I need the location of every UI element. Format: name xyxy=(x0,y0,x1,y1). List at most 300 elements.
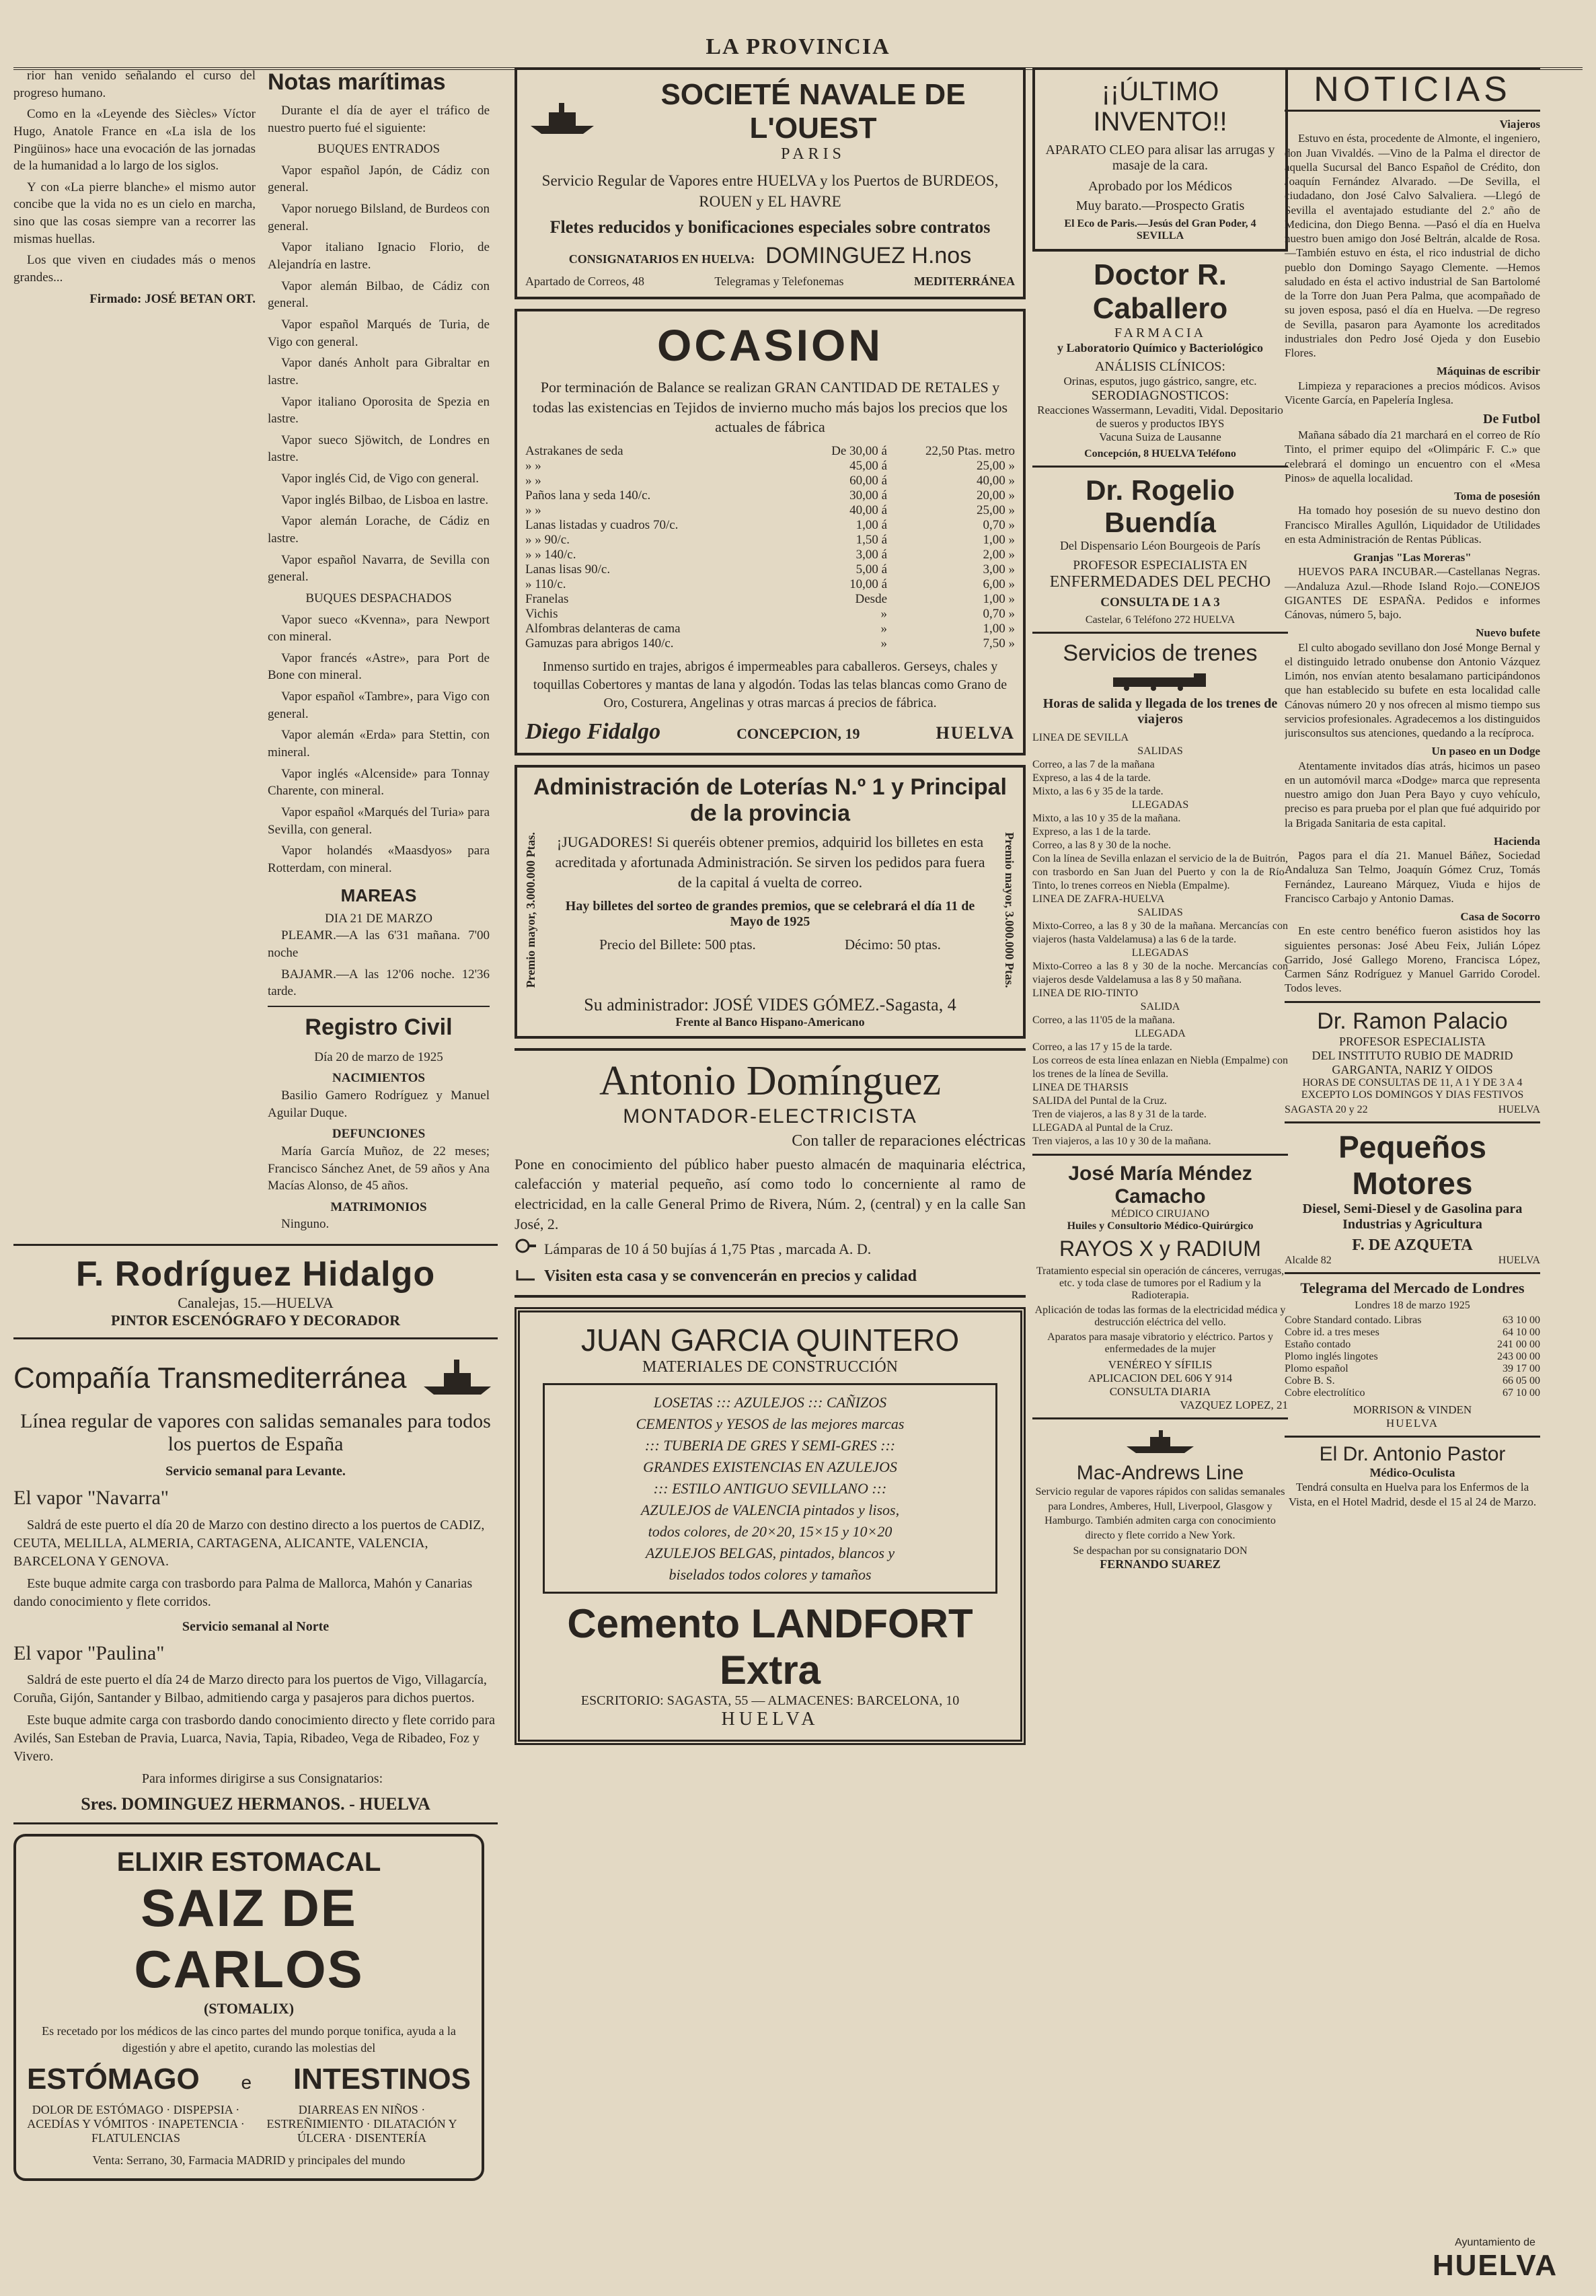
ocasion-outro: Inmenso surtido en trajes, abrigos é impermeables para caballeros. Gerseys, chales y toquillas Cobertores y mantas de lana y algodón. Todas las telas blancas como Grano de Oro, Costurera, Angelinas y otras marcas á precios de fábrica. xyxy=(533,659,1008,711)
mercado-row xyxy=(1285,1339,1540,1351)
ship-icon xyxy=(1120,1450,1201,1461)
mendez-text: Tratamiento especial sin operación de cánceres, verrugas, etc. y toda clase de tumores por el Radium y la Radioterapia. xyxy=(1036,1265,1285,1301)
pleamar: PLEAMR.—A las 6'31 mañana. 7'00 noche xyxy=(268,928,490,960)
column-4 xyxy=(1285,67,1540,2283)
registro-title: Registro Civil xyxy=(305,1014,453,1040)
watermark-line1: Ayuntamiento de xyxy=(1455,2237,1535,2248)
ocasion-item: » » xyxy=(525,503,541,518)
buendia-addr: Castelar, 6 Teléfono 272 HUELVA xyxy=(1085,614,1236,626)
trenes-line: Correo, a las 11'05 de la mañana. xyxy=(1032,1014,1175,1026)
mercado-value: 66 05 00 xyxy=(1503,1374,1540,1386)
caballero-vacuna: Vacuna Suiza de Lausanne xyxy=(1099,431,1221,443)
maritimas-entrada: Vapor español Marqués de Turia, de Vigo con general. xyxy=(268,317,490,349)
mercado-morrison: MORRISON & VINDEN xyxy=(1353,1403,1472,1416)
antonio-trade: MONTADOR-ELECTRICISTA xyxy=(623,1105,917,1127)
trenes-line: Tren de viajeros, a las 8 y 31 de la tarde. xyxy=(1032,1109,1207,1120)
quintero-line: ::: ESTILO ANTIGUO SEVILLANO ::: xyxy=(653,1479,887,1497)
ocasion-row xyxy=(525,592,1015,607)
mercado-block xyxy=(1285,1274,1540,1438)
buendia-name: Dr. Rogelio Buendía xyxy=(1086,474,1235,538)
mercado-key: Plomo inglés lingotes xyxy=(1285,1350,1378,1362)
socorro: En este centro benéfico fueron asistidos hoy las siguientes personas: José Abeu Feix, Julián López Garrido, José Gallego Moreno, Francisca López, Carmen Sánz Rodríguez y Manuel Garrido Corodel. Todos leves. xyxy=(1285,924,1540,995)
paseo-title: Un paseo en un Dodge xyxy=(1431,745,1540,758)
mendez-text2: Aplicación de todas las formas de la electricidad médica y destrucción eléctrica del vello. xyxy=(1034,1304,1286,1328)
loterias-text2: Hay billetes del sorteo de grandes premios, que se celebrará el día 11 de Mayo de 1925 xyxy=(565,899,975,930)
maritimas-entradas-title: BUQUES ENTRADOS xyxy=(317,142,441,157)
column-1 xyxy=(13,67,498,2283)
registro-def-title: DEFUNCIONES xyxy=(332,1127,426,1142)
trenes-line: Mixto-Correo, a las 8 y 30 de la mañana. Mercancías con viajeros (hasta Valdelamusa) a las 6 de la tarde. xyxy=(1032,920,1288,945)
trenes-title: Servicios de trenes xyxy=(1063,640,1258,666)
article-left-line-3: Los que viven en ciudades más o menos grandes... xyxy=(13,253,256,285)
mendez-title: MÉDICO CIRUJANO xyxy=(1110,1208,1210,1220)
ocasion-item: Vichis xyxy=(525,607,558,622)
trenes-text xyxy=(1032,731,1288,1148)
caballero-name: Doctor R. Caballero xyxy=(1092,258,1228,325)
palacio-prof: PROFESOR ESPECIALISTA xyxy=(1338,1034,1486,1048)
mercado-value: 67 10 00 xyxy=(1503,1386,1540,1399)
caballero-reac: Reacciones Wassermann, Levaditi, Vidal. Depositario de sueros y productos IBYS xyxy=(1037,404,1283,430)
levante-title: Servicio semanal para Levante. xyxy=(165,1464,346,1479)
buendia-enf: ENFERMEDADES DEL PECHO xyxy=(1049,573,1271,591)
ocasion-from: 1,00 á xyxy=(856,518,887,533)
ocasion-row xyxy=(525,533,1015,548)
ocasion-intro: Por terminación de Balance se realizan GRAN CANTIDAD DE RETALES y todas las existencias en Tejidos de invierno mucho más bajos los precios que los actuales de fábrica xyxy=(532,379,1008,436)
trenes-block xyxy=(1032,640,1288,1156)
maritimas-despachado: Vapor holandés «Maasdyos» para Rotterdam, con mineral. xyxy=(268,844,490,875)
mendez-diaria: CONSULTA DIARIA xyxy=(1109,1385,1211,1398)
maritimas-despachado: Vapor sueco «Kvenna», para Newport con mineral. xyxy=(268,612,490,644)
trenes-line: LLEGADAS xyxy=(1131,799,1189,811)
mercado-row xyxy=(1285,1314,1540,1327)
toma: Ha tomado hoy posesión de su nuevo destino don Francisco Miralles Agullón, Liquidador de Utilidades en esta Administración de Rentas Públicas. xyxy=(1285,504,1540,546)
pastor-ad xyxy=(1285,1438,1540,1516)
caballero-addr: Concepción, 8 HUELVA Teléfono xyxy=(1084,448,1236,459)
saiz-right-list: DIARREAS EN NIÑOS · ESTREÑIMIENTO · DILATACIÓN Y ÚLCERA · DISENTERÍA xyxy=(266,2102,457,2145)
palacio-addr: SAGASTA 20 y 22 xyxy=(1285,1103,1368,1115)
mendez-name: José María Méndez Camacho xyxy=(1068,1162,1252,1208)
maritimas-despachado: Vapor francés «Astre», para Port de Bone con mineral. xyxy=(268,651,490,683)
antonio-ad xyxy=(515,1048,1026,1298)
loterias-title: Administración de Loterías N.º 1 y Principal de la provincia xyxy=(533,774,1007,827)
quintero-city: HUELVA xyxy=(721,1709,819,1730)
ocasion-row xyxy=(525,488,1015,503)
granjas: HUEVOS PARA INCUBAR.—Castellanas Negras.—Andaluza Azul.—Rhode Island Rojo.—CONEJOS GIGANTES DE ESPAÑA. Pedidos e informes Cánovas, número 5, bajo. xyxy=(1285,565,1540,621)
mercado-city: HUELVA xyxy=(1385,1416,1439,1430)
palacio-name: Dr. Ramon Palacio xyxy=(1317,1008,1508,1034)
motores-city: HUELVA xyxy=(1498,1254,1540,1266)
transmed-contact: Para informes dirigirse a sus Consignatarios: xyxy=(141,1771,383,1787)
ship-icon xyxy=(417,1353,498,1403)
bajamar: BAJAMR.—A las 12'06 noche. 12'36 tarde. xyxy=(268,967,490,999)
trenes-line: LINEA DE RIO-TINTO xyxy=(1032,988,1139,999)
saiz-left-list: DOLOR DE ESTÓMAGO · DISPEPSIA · ACEDÍAS Y VÓMITOS · INAPETENCIA · FLATULENCIAS xyxy=(27,2102,245,2145)
maritimas-despachados-title: BUQUES DESPACHADOS xyxy=(305,591,452,605)
hidalgo-name: F. Rodríguez Hidalgo xyxy=(75,1255,436,1294)
ocasion-to: 0,70 » xyxy=(983,518,1015,533)
transmed-headline: Línea regular de vapores con salidas semanales para todos los puertos de España xyxy=(20,1410,491,1456)
ocasion-from: De 30,00 á xyxy=(831,444,887,459)
vapor2-text: Saldrá de este puerto el día 24 de Marzo directo para los puertos de Vigo, Villagarcía, Coruña, Gijón, Santander y Bilbao, admitiendo carga y pasajeros para dichos puertos. xyxy=(13,1672,487,1706)
maritimas-despachado: Vapor español «Marqués del Turia» para Sevilla, con general. xyxy=(268,805,490,837)
saiz-intestinos: INTESTINOS xyxy=(293,2062,471,2096)
ocasion-from: 60,00 á xyxy=(849,474,887,488)
palacio-ad xyxy=(1285,1001,1540,1123)
mendez-ad xyxy=(1032,1162,1288,1419)
ocasion-row xyxy=(525,622,1015,636)
palacio-horas: HORAS DE CONSULTAS DE 11, A 1 Y DE 3 A 4 EXCEPTO LOS DOMINGOS Y DIAS FESTIVOS xyxy=(1301,1076,1524,1101)
navale-ad xyxy=(515,67,1026,299)
loterias-text1: ¡JUGADORES! Si queréis obtener premios, adquirid los billetes en esta acreditada y afortunada Administración. Se sirven los pedidos para fuera de la capital á vuelta de correo. xyxy=(555,834,985,891)
train-icon xyxy=(1032,671,1288,692)
vapor1-note: Este buque admite carga con trasbordo para Palma de Mallorca, Mahón y Canarias dando conocimiento y flete corridos. xyxy=(13,1576,473,1609)
ocasion-to: 1,00 » xyxy=(983,533,1015,548)
ocasion-item: Gamuzas para abrigos 140/c. xyxy=(525,636,674,651)
vapor2-title: El vapor "Paulina" xyxy=(13,1641,165,1664)
loterias-side-left: Premio mayor, 3.000.000 Ptas. xyxy=(524,832,537,988)
navale-line1: Servicio Regular de Vapores entre HUELVA y los Puertos de BURDEOS, ROUEN y EL HAVRE xyxy=(541,172,999,211)
masthead-title: LA PROVINCIA xyxy=(706,34,890,59)
caballero-tipos: Orinas, esputos, jugo gástrico, sangre, etc. xyxy=(1063,375,1257,387)
motores-ad xyxy=(1285,1123,1540,1274)
ultimo-addr: El Eco de Paris.—Jesús del Gran Poder, 4 SEVILLA xyxy=(1064,218,1256,242)
caballero-lab: y Laboratorio Químico y Bacteriológico xyxy=(1057,341,1263,355)
trenes-line: Correo, a las 7 de la mañana xyxy=(1032,759,1155,770)
ocasion-from: 1,50 á xyxy=(856,533,887,548)
article-left-line-1: Como en la «Leyende des Siècles» Víctor Hugo, Anatole France en «La isla de los Pingüinos» hace una evocación de las jornadas de la humanidad a lo largo de los siglos. xyxy=(13,107,256,174)
transmed-agents: Sres. DOMINGUEZ HERMANOS. - HUELVA xyxy=(81,1794,430,1814)
navale-consign-name: DOMINGUEZ H.nos xyxy=(765,243,972,269)
trenes-line: Mixto-Correo a las 8 y 30 de la noche. Mercancías con viajeros desde Valdelamusa a las 8 y 50 mañana. xyxy=(1032,961,1288,986)
trenes-line: SALIDA xyxy=(1140,1001,1180,1012)
ocasion-from: 10,00 á xyxy=(849,577,887,592)
quintero-escritorio: ESCRITORIO: SAGASTA, 55 — ALMACENES: BARCELONA, 10 xyxy=(580,1693,960,1709)
maritimas-block xyxy=(268,67,490,1237)
ocasion-to: 3,00 » xyxy=(983,562,1015,577)
ocasion-item: » » 90/c. xyxy=(525,533,570,548)
vapor1-title: El vapor "Navarra" xyxy=(13,1487,169,1510)
motores-sub: Diesel, Semi-Diesel y de Gasolina para Industrias y Agricultura xyxy=(1302,1201,1523,1232)
bulb-icon xyxy=(515,1238,537,1261)
trenes-sub: Horas de salida y llegada de los trenes de viajeros xyxy=(1042,696,1278,727)
mercado-row xyxy=(1285,1387,1540,1399)
granjas-title: Granjas "Las Moreras" xyxy=(1353,551,1472,564)
trenes-line: Correo, a las 8 y 30 de la noche. xyxy=(1032,840,1172,851)
navale-city: PARIS xyxy=(781,145,845,163)
maritimas-entrada: Vapor español Japón, de Cádiz con general. xyxy=(268,163,490,195)
ocasion-addr: CONCEPCION, 19 xyxy=(736,725,860,743)
antonio-name: Antonio Domínguez xyxy=(599,1058,941,1104)
caballero-analisis: ANÁLISIS CLÍNICOS: xyxy=(1095,359,1225,374)
registro-nac-title: NACIMIENTOS xyxy=(332,1071,425,1086)
quintero-list xyxy=(543,1383,997,1594)
ocasion-city: HUELVA xyxy=(936,723,1015,743)
ocasion-item: Lanas listadas y cuadros 70/c. xyxy=(525,518,679,533)
quintero-line: AZULEJOS BELGAS, pintados, blancos y xyxy=(645,1544,895,1561)
macandrews-ad xyxy=(1032,1426,1288,1571)
hidalgo-ad xyxy=(13,1244,498,1339)
maritimas-lead: Durante el día de ayer el tráfico de nuestro puerto fué el siguiente: xyxy=(268,103,490,135)
quintero-line: LOSETAS ::: AZULEJOS ::: CAÑIZOS xyxy=(653,1394,887,1411)
macandrews-agent: FERNANDO SUAREZ xyxy=(1100,1557,1221,1571)
vapor2-note: Este buque admite carga con trasbordo dando conocimiento directo y flete corrido para Avilés, San Esteban de Pravia, Luarca, Navia, Tapia, Ribadeo, Vega de Ribadeo, Foz y Vivero. xyxy=(13,1713,496,1765)
quintero-line: todos colores, de 20×20, 15×15 y 10×20 xyxy=(648,1522,892,1540)
mendez-text3: Aparatos para masaje vibratorio y eléctrico. Partos y enfermedades de la mujer xyxy=(1047,1331,1273,1355)
ocasion-ad xyxy=(515,309,1026,755)
trenes-line: Los correos de esta línea enlazan en Niebla (Empalme) con los trenes de la línea de Sevilla. xyxy=(1032,1055,1288,1080)
registro-def: María García Muñoz, de 22 meses; Francisco Sánchez Anet, de 59 años y Ana Macías Alonso, de 45 años. xyxy=(268,1144,490,1193)
registro-date: Día 20 de marzo de 1925 xyxy=(314,1049,443,1064)
ocasion-item: » 110/c. xyxy=(525,577,566,592)
saiz-e: e xyxy=(241,2071,252,2093)
mercado-row xyxy=(1285,1375,1540,1387)
navale-mediterranea: MEDITERRÁNEA xyxy=(913,274,1015,289)
trenes-line: Mixto, a las 6 y 35 de la tarde. xyxy=(1032,786,1164,797)
mercado-row xyxy=(1285,1327,1540,1339)
futbol: Mañana sábado día 21 marchará en el correo de Río Tinto, el primer equipo del «Olimpáric F. C.» que celebrará el domingo un encuentro con el «Mesa Pinos» de aquella localidad. xyxy=(1285,429,1540,484)
navale-telegramas: Telegramas y Telefonemas xyxy=(714,274,844,289)
antonio-taller: Con taller de reparaciones eléctricas xyxy=(792,1132,1026,1150)
trenes-line: LLEGADA al Puntal de la Cruz. xyxy=(1032,1122,1173,1134)
loterias-frente: Frente al Banco Hispano-Americano xyxy=(675,1014,865,1029)
column-3 xyxy=(1032,67,1288,2283)
navale-line2: Fletes reducidos y bonificaciones especiales sobre contratos xyxy=(549,217,991,237)
divider xyxy=(268,1006,490,1007)
quintero-line: CEMENTOS y YESOS de las mejores marcas xyxy=(636,1415,905,1433)
trenes-line: SALIDAS xyxy=(1137,745,1183,757)
noticias-title: NOTICIAS xyxy=(1314,70,1511,109)
mercado-row xyxy=(1285,1363,1540,1375)
transmed-ad xyxy=(13,1346,498,1824)
maritimas-entrada: Vapor sueco Sjöwitch, de Londres en lastre. xyxy=(268,433,490,465)
macandrews-title: Mac-Andrews Line xyxy=(1076,1462,1244,1484)
trenes-line: Con la línea de Sevilla enlazan el servicio de la de Buitrón, con trasbordo en San Juan del Puerto y con la de Río-Tinto, lo trenes correos en Niebla (Empalme). xyxy=(1032,853,1288,891)
maritimas-despachado: Vapor alemán «Erda» para Stettin, con mineral. xyxy=(268,728,490,760)
buendia-ad xyxy=(1032,474,1288,634)
maritimas-entrada: Vapor noruego Bilsland, de Burdeos con general. xyxy=(268,202,490,233)
hidalgo-trade: PINTOR ESCENÓGRAFO Y DECORADOR xyxy=(110,1312,401,1329)
saiz-line1: ELIXIR ESTOMACAL xyxy=(116,1847,381,1878)
ocasion-item: » » xyxy=(525,459,541,474)
viajeros: Estuvo en ésta, procedente de Almonte, el ingeniero, don Juan Vivaldés. —Vino de la Palma el director de aquella Sucursal del Banco Español de Crédito, don Joaquín Fernández Alvarado. —De Sevilla, el ciudadano, don José Calvo Salvaliera. —Llegó de Sevilla el aventajado estudiante del 2.º año de Medicina, don Diego Benna. —Pasó el día en Huelva nuestro buen amigo don José Beltrán, alcalde de Rosa. —También estuvo en ésta, el rico industrial de dicho pueblo don Domingo Sayago Clemente. —Hemos saludado en ésta el activo industrial de San Bartolomé de la Torre don Juan Pera Palma, que acompañado de su joven esposa, pasó el día en Huelva. —De regreso de Sevilla, pasaron para Ayamonte los acreditados industriales don Pedro José Ojeda y don Eusebio Flores. xyxy=(1285,132,1540,359)
macandrews-text: Servicio regular de vapores rápidos con salidas semanales para Londres, Amberes, Hull, Liverpool, Glasgow y Hamburgo. También admiten carga con conocimiento directo y flete corrido a New York. xyxy=(1035,1486,1285,1541)
ocasion-from: » xyxy=(880,636,887,651)
ocasion-from: 30,00 á xyxy=(849,488,887,503)
hidalgo-address: Canalejas, 15.—HUELVA xyxy=(178,1294,334,1312)
caballero-sero: SERODIAGNOSTICOS: xyxy=(1091,388,1229,403)
article-left-line-2: Y con «La pierre blanche» el mismo autor concibe que la vida no es un cielo en marcha, sino que las cosas siempre van a recorrer las mismas huellas. xyxy=(13,180,256,246)
watermark-line2: HUELVA xyxy=(1432,2249,1558,2282)
buendia-prof: PROFESOR ESPECIALISTA EN xyxy=(1073,558,1248,572)
loterias-decimo: Décimo: 50 ptas. xyxy=(845,936,941,953)
mercado-key: Cobre electrolítico xyxy=(1285,1386,1365,1399)
mareas-title: MAREAS xyxy=(340,885,417,905)
antonio-visiten: Visiten esta casa y se convencerán en precios y calidad xyxy=(544,1267,917,1286)
caballero-farmacia: FARMACIA xyxy=(1114,326,1207,340)
maritimas-entrada: Vapor inglés Bilbao, de Lisboa en lastre. xyxy=(281,492,489,507)
column-2 xyxy=(515,67,1026,2283)
maquinas: Limpieza y reparaciones a precios módicos. Avisos Vicente García, en Papelería Inglesa. xyxy=(1285,379,1540,406)
mercado-row xyxy=(1285,1351,1540,1363)
ocasion-row xyxy=(525,503,1015,518)
ocasion-to: 20,00 » xyxy=(977,488,1015,503)
loterias-ad xyxy=(515,765,1026,1038)
ocasion-row xyxy=(525,562,1015,577)
ultimo-aparato: APARATO CLEO para alisar las arrugas y masaje de la cara. xyxy=(1045,143,1275,173)
hacienda-title: Hacienda xyxy=(1494,834,1540,848)
loterias-admin: Su administrador: JOSÉ VIDES GÓMEZ.-Sagasta, 4 xyxy=(584,994,956,1014)
mercado-date: Londres 18 de marzo 1925 xyxy=(1355,1299,1470,1311)
mendez-venereo: VENÉREO Y SÍFILIS xyxy=(1108,1358,1213,1371)
motores-firm: F. DE AZQUETA xyxy=(1352,1236,1473,1254)
trenes-line: LLEGADAS xyxy=(1131,947,1189,959)
trenes-line: LINEA DE ZAFRA-HUELVA xyxy=(1032,893,1165,905)
ultimo-aprobado: Aprobado por los Médicos xyxy=(1088,179,1232,194)
palacio-inst: DEL INSTITUTO RUBIO DE MADRID xyxy=(1312,1048,1513,1062)
maquinas-title: Máquinas de escribir xyxy=(1437,365,1540,378)
ultimo-ad xyxy=(1032,67,1288,252)
mendez-addr: VAZQUEZ LOPEZ, 21 xyxy=(1180,1399,1288,1411)
ayuntamiento-watermark xyxy=(1408,2237,1583,2283)
hacienda: Pagos para el día 21. Manuel Báñez, Sociedad Andaluza San Telmo, Joaquín Gómez Cruz, Tomás Fernández, Laureano Márquez, Viuda e hijos de Francisco Carbajo y Antonio Damas. xyxy=(1285,849,1540,905)
mendez-aplic: APLICACION DEL 606 Y 914 xyxy=(1088,1372,1233,1384)
ocasion-item: » » 140/c. xyxy=(525,548,576,562)
pastor-name: El Dr. Antonio Pastor xyxy=(1319,1442,1506,1465)
noticias-block xyxy=(1285,117,1540,996)
article-left-top: rior han venido señalando el curso del progreso humano. xyxy=(13,69,256,100)
maritimas-entrada: Vapor español Navarra, de Sevilla con general. xyxy=(268,552,490,585)
socorro-title: Casa de Socorro xyxy=(1460,910,1540,923)
ocasion-to: 22,50 Ptas. metro xyxy=(925,444,1015,459)
motores-title: Pequeños Motores xyxy=(1338,1129,1486,1201)
ocasion-item: Astrakanes de seda xyxy=(525,444,623,459)
maritimas-entrada: Vapor inglés Cid, de Vigo con general. xyxy=(281,472,479,486)
mercado-value: 63 10 00 xyxy=(1503,1314,1540,1326)
saiz-footer: Venta: Serrano, 30, Farmacia MADRID y principales del mundo xyxy=(92,2153,406,2167)
ocasion-to: 0,70 » xyxy=(983,607,1015,622)
ocasion-to: 25,00 » xyxy=(977,459,1015,474)
trenes-line: LINEA DE THARSIS xyxy=(1032,1082,1129,1093)
saiz-line2: SAIZ DE CARLOS xyxy=(134,1878,364,1999)
ocasion-to: 6,00 » xyxy=(983,577,1015,592)
ocasion-row xyxy=(525,636,1015,651)
quintero-cemento: Cemento LANDFORT Extra xyxy=(567,1601,973,1693)
bufete-title: Nuevo bufete xyxy=(1476,626,1540,640)
ocasion-item: Franelas xyxy=(525,592,569,607)
paseo: Atentamente invitados días atrás, hicimos un paseo en un automóvil marca «Dodge» marca que representa nuestro amigo don Juan Pera Bayo y cuyo vehículo, preciso es para prueba por el plan que fué adquirido por la Brigada Sanitaria de esta capital. xyxy=(1285,759,1540,829)
maritimas-entrada: Vapor italiano Oporosita de Spezia en lastre. xyxy=(268,394,490,427)
macandrews-despachan: Se despachan por su consignatario DON xyxy=(1073,1545,1248,1557)
trenes-line: Correo, a las 17 y 15 de la tarde. xyxy=(1032,1041,1172,1053)
ocasion-to: 1,00 » xyxy=(983,622,1015,636)
ocasion-from: Desde xyxy=(855,592,887,607)
maritimas-despachado: Vapor español «Tambre», para Vigo con general. xyxy=(268,690,490,721)
ocasion-from: 3,00 á xyxy=(856,548,887,562)
ultimo-title: ¡¡ÚLTIMO INVENTO!! xyxy=(1093,77,1227,137)
quintero-ad xyxy=(515,1307,1026,1745)
trenes-line: SALIDAS xyxy=(1137,907,1183,918)
transmed-title: Compañía Transmediterránea xyxy=(13,1361,407,1395)
trenes-line: LINEA DE SEVILLA xyxy=(1032,732,1129,743)
mercado-title: Telegrama del Mercado de Londres xyxy=(1300,1279,1525,1296)
mendez-spec: Huiles y Consultorio Médico-Quirúrgico xyxy=(1067,1220,1254,1232)
saiz-estomago: ESTÓMAGO xyxy=(27,2062,200,2096)
mercado-key: Cobre id. a tres meses xyxy=(1285,1326,1379,1338)
mareas-date: DIA 21 DE MARZO xyxy=(325,911,432,926)
buendia-del: Del Dispensario Léon Bourgeois de París xyxy=(1059,539,1261,552)
pastor-title: Médico-Oculista xyxy=(1369,1465,1455,1479)
ocasion-to: 2,00 » xyxy=(983,548,1015,562)
maritimas-entrada: Vapor italiano Ignacio Florio, de Alejandría en lastre. xyxy=(268,240,490,272)
ocasion-to: 7,50 » xyxy=(983,636,1015,651)
trenes-line: Expreso, a las 4 de la tarde. xyxy=(1032,772,1151,784)
navale-apartado: Apartado de Correos, 48 xyxy=(525,274,644,289)
masthead xyxy=(13,27,1583,70)
saiz-line3: (STOMALIX) xyxy=(203,2000,295,2017)
quintero-line: biselados todos colores y tamaños xyxy=(669,1565,872,1583)
bufete: El culto abogado sevillano don José Monge Bernal y el distinguido letrado onubense don Antonio Vázquez Limón, nos envían atento besalamano participándonos que han establecido su bufete en esta localidad calle Cánovas número 20 y nos ofrecen al mismo tiempo sus servicios profesionales. Agradecemos a los distinguidos jurisconsultos sus atenciones, quedando a la recíproca. xyxy=(1285,640,1540,739)
buendia-consulta: CONSULTA DE 1 A 3 xyxy=(1100,595,1220,609)
loterias-billete: Precio del Billete: 500 ptas. xyxy=(599,936,756,953)
registro-nac: Basilio Gamero Rodríguez y Manuel Aguilar Duque. xyxy=(268,1088,490,1120)
mercado-value: 241 00 00 xyxy=(1497,1338,1540,1350)
motores-addr: Alcalde 82 xyxy=(1285,1254,1332,1266)
quintero-line: AZULEJOS de VALENCIA pintados y lisos, xyxy=(640,1501,900,1518)
quintero-name: JUAN GARCIA QUINTERO xyxy=(580,1323,960,1358)
ultimo-barato: Muy barato.—Prospecto Gratis xyxy=(1075,198,1245,213)
ocasion-row xyxy=(525,577,1015,592)
saiz-desc: Es recetado por los médicos de las cinco partes del mundo porque tonifica, ayuda a la digestión y abre el apetito, curando las molestias del xyxy=(42,2024,456,2054)
article-left-signature: Firmado: JOSÉ BETAN ORT. xyxy=(89,291,256,306)
registro-mat: Ninguno. xyxy=(281,1217,330,1232)
mercado-value: 64 10 00 xyxy=(1503,1326,1540,1338)
maritimas-entrada: Vapor danés Anholt para Gibraltar en lastre. xyxy=(268,356,490,387)
navale-title: SOCIETÉ NAVALE DE L'OUEST xyxy=(660,78,966,145)
norte-title: Servicio semanal al Norte xyxy=(182,1619,330,1634)
ocasion-row xyxy=(525,459,1015,474)
mendez-rayos: RAYOS X y RADIUM xyxy=(1059,1236,1261,1261)
vapor1-text: Saldrá de este puerto el día 20 de Marzo con destino directo a los puertos de CADIZ, CEUTA, MELILLA, ALMERIA, CARTAGENA, ALICANTE, VALENCIA, BARCELONA Y GENOVA. xyxy=(13,1517,485,1569)
ocasion-item: Lanas lisas 90/c. xyxy=(525,562,611,577)
ocasion-to: 40,00 » xyxy=(977,474,1015,488)
ocasion-item: Alfombras delanteras de cama xyxy=(525,622,681,636)
ocasion-row xyxy=(525,607,1015,622)
loterias-side-right: Premio mayor, 3.000.000 Ptas. xyxy=(1003,832,1016,988)
ship-icon xyxy=(525,99,599,143)
ocasion-item: Paños lana y seda 140/c. xyxy=(525,488,651,503)
ocasion-from: » xyxy=(880,622,887,636)
pastor-text: Tendrá consulta en Huelva para los Enfermos de la Vista, en el Hotel Madrid, desde el 15 al 24 de Marzo. xyxy=(1288,1480,1537,1509)
mercado-key: Cobre Standard contado. Libras xyxy=(1285,1314,1422,1326)
trenes-line: SALIDA del Puntal de la Cruz. xyxy=(1032,1095,1167,1107)
ocasion-from: 40,00 á xyxy=(849,503,887,518)
article-left xyxy=(13,67,256,1237)
ocasion-from: 5,00 á xyxy=(856,562,887,577)
ocasion-title: OCASION xyxy=(656,320,884,371)
ocasion-row xyxy=(525,548,1015,562)
mercado-key: Cobre B. S. xyxy=(1285,1374,1335,1386)
palacio-garganta: GARGANTA, NARIZ Y OIDOS xyxy=(1332,1062,1493,1076)
maritimas-despachado: Vapor inglés «Alcenside» para Tonnay Charente, con mineral. xyxy=(268,766,490,799)
registro-mat-title: MATRIMONIOS xyxy=(330,1199,427,1214)
antonio-lamparas: Lámparas de 10 á 50 bujías á 1,75 Ptas , marcada A. D. xyxy=(544,1240,872,1258)
mercado-key: Plomo español xyxy=(1285,1362,1348,1374)
ocasion-row xyxy=(525,474,1015,488)
antonio-text: Pone en conocimiento del público haber puesto almacén de maquinaria eléctrica, calefacción y material pequeño, así como todo lo concerniente al ramo de electricidad, en la calle General Primo de Rivera, Núm. 2, (central) y en la calle San José, 2. xyxy=(515,1155,1026,1232)
maritimas-entrada: Vapor alemán Bilbao, de Cádiz con general. xyxy=(268,279,490,311)
quintero-line: GRANDES EXISTENCIAS EN AZULEJOS xyxy=(643,1458,897,1476)
futbol-title: De Futbol xyxy=(1483,412,1540,427)
